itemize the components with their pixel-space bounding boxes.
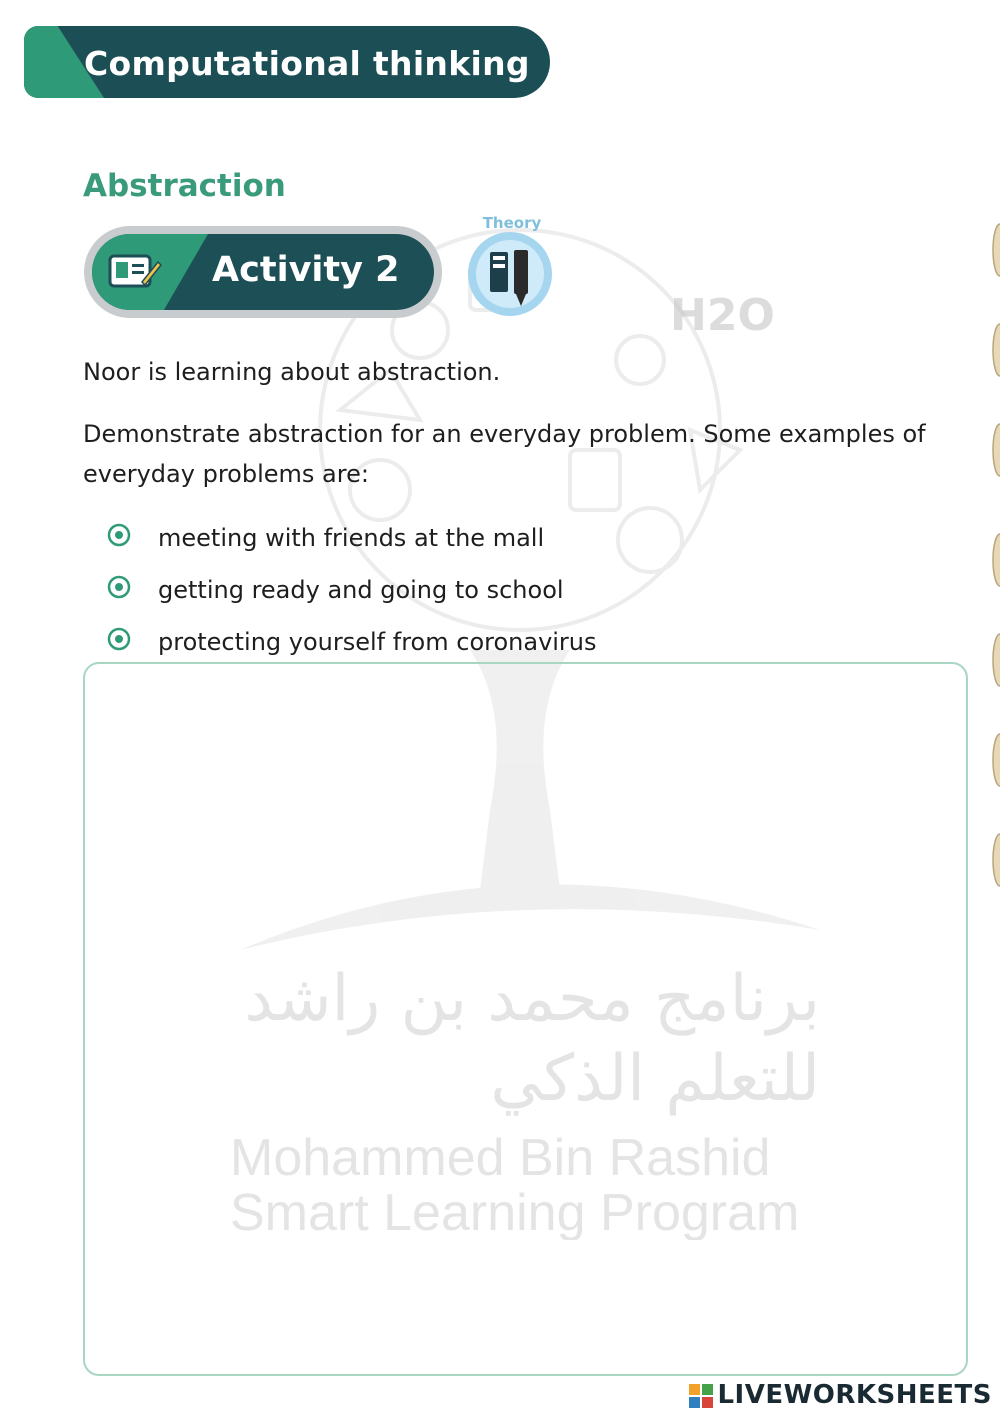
section-title: Computational thinking: [84, 44, 530, 83]
list-item: [106, 616, 597, 668]
activity-label: Activity 2: [212, 250, 400, 290]
examples-list: [106, 512, 597, 668]
topic-title: Abstraction: [83, 168, 286, 204]
instruction-line-1: Demonstrate abstraction for an everyday problem. Some examples of: [83, 420, 926, 448]
example-text: protecting yourself from coronavirus: [158, 628, 597, 656]
example-text: getting ready and going to school: [158, 576, 564, 604]
watermark-english-1: Mohammed Bin Rashid: [230, 1129, 771, 1187]
list-item: [106, 564, 597, 616]
bullet-target-icon: [106, 574, 158, 606]
tablet-pencil-icon: [106, 252, 162, 292]
intro-text: Noor is learning about abstraction.: [83, 358, 501, 386]
example-text: meeting with friends at the mall: [158, 524, 545, 552]
footer-brand-text: LIVEWORKSHEETS: [717, 1380, 992, 1410]
theory-badge-text: Theory: [482, 214, 542, 232]
list-item: [106, 512, 597, 564]
theory-badge-icon: [462, 210, 558, 322]
binder-tabs: [992, 220, 1000, 900]
activity-badge: [84, 226, 442, 318]
bullet-target-icon: [106, 626, 158, 658]
answer-box[interactable]: [83, 662, 968, 1376]
watermark-arabic-2: للتعلم الذكي: [490, 1042, 820, 1116]
activity-badge-inner: [92, 234, 434, 310]
liveworksheets-logo-icon: [689, 1384, 713, 1408]
section-banner: [24, 26, 550, 98]
watermark-english-2: Smart Learning Program: [230, 1184, 800, 1240]
footer-brand: [689, 1380, 992, 1410]
watermark-formula: H2O: [670, 290, 775, 341]
bullet-target-icon: [106, 522, 158, 554]
instruction-line-2: everyday problems are:: [83, 460, 369, 488]
watermark-arabic-1: برنامج محمد بن راشد: [244, 962, 820, 1036]
